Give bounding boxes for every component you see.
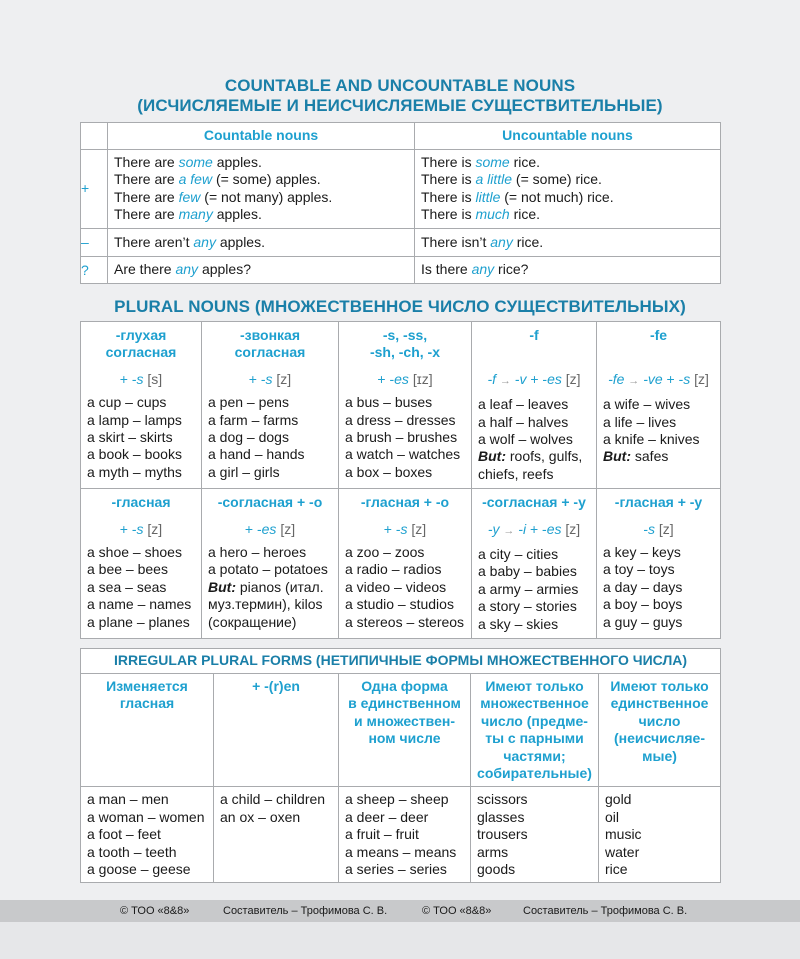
example: a studio – studios bbox=[345, 596, 454, 613]
example: arms bbox=[477, 843, 509, 860]
example: a radio – radios bbox=[345, 561, 442, 578]
example: a baby – babies bbox=[478, 563, 577, 580]
irregular-head-vowel: Изменяется гласная bbox=[81, 674, 214, 787]
plural-cell-vowel-o bbox=[339, 489, 472, 639]
sentence: There is a little (= some) rice. bbox=[421, 171, 602, 188]
irregular-head-same: Одна форма в единственном и множествен- ном числе bbox=[339, 674, 471, 787]
rule-head: -согласная + -y bbox=[482, 494, 586, 511]
example: a farm – farms bbox=[208, 411, 299, 428]
rule-formula: -fe → -ve + -s [z] bbox=[608, 370, 709, 387]
example: a video – videos bbox=[345, 578, 447, 595]
example: goods bbox=[477, 861, 516, 878]
irregular-examples-vowel bbox=[81, 787, 214, 883]
sentence: There is some rice. bbox=[421, 154, 541, 170]
countable-header: Countable nouns bbox=[108, 123, 415, 150]
negative-sign: – bbox=[81, 229, 108, 257]
example: a day – days bbox=[603, 578, 683, 595]
rule-head: -f bbox=[529, 327, 539, 343]
example: a zoo – zoos bbox=[345, 544, 425, 561]
example: a dress – dresses bbox=[345, 411, 456, 428]
arrow-right-icon: → bbox=[628, 374, 640, 387]
example: water bbox=[605, 843, 640, 860]
plural-title: PLURAL NOUNS (МНОЖЕСТВЕННОЕ ЧИСЛО СУЩЕСТВИТЕЛЬНЫХ) bbox=[114, 297, 686, 316]
example: a book – books bbox=[87, 446, 182, 463]
arrow-right-icon: → bbox=[503, 524, 515, 537]
plural-cell-sibilant bbox=[339, 322, 472, 489]
example: a name – names bbox=[87, 596, 192, 613]
example: trousers bbox=[477, 826, 528, 843]
example: a means – means bbox=[345, 843, 457, 860]
exception: муз.термин), kilos bbox=[208, 596, 323, 613]
irregular-head-plural-only: Имеют только множественное число (предме- ты с парными частями; собирательные) bbox=[471, 674, 599, 787]
rule-head: -гласная + -o bbox=[360, 494, 450, 511]
example: a plane – planes bbox=[87, 613, 190, 630]
footer-author: Составитель – Трофимова С. В. bbox=[523, 905, 688, 917]
example: a half – halves bbox=[478, 413, 569, 430]
footer-author: Составитель – Трофимова С. В. bbox=[223, 905, 388, 917]
rule-head: -гласная + -y bbox=[614, 494, 703, 511]
example: a knife – knives bbox=[603, 431, 700, 448]
example: a stereos – stereos bbox=[345, 613, 465, 630]
example: scissors bbox=[477, 791, 528, 808]
footer-copyright: © ТОО «8&8» bbox=[120, 905, 190, 917]
example: a goose – geese bbox=[87, 861, 191, 878]
example: a sheep – sheep bbox=[345, 791, 449, 808]
rule-formula: + -s [z] bbox=[383, 520, 427, 537]
sentence: There is much rice. bbox=[421, 206, 541, 223]
example: a series – series bbox=[345, 861, 447, 878]
plural-cell-fe bbox=[597, 322, 721, 489]
example: music bbox=[605, 826, 642, 843]
irregular-examples-singular-only bbox=[599, 787, 721, 883]
rule-head: -глухая согласная bbox=[105, 327, 177, 361]
rule-head: -гласная bbox=[111, 494, 171, 511]
footer-copyright: © ТОО «8&8» bbox=[422, 905, 492, 917]
example: a potato – potatoes bbox=[208, 561, 328, 578]
example: a woman – women bbox=[87, 808, 205, 825]
example: an ox – oxen bbox=[220, 808, 301, 825]
example: oil bbox=[605, 808, 620, 825]
example: a sky – skies bbox=[478, 615, 559, 632]
example: a army – armies bbox=[478, 580, 579, 597]
example: a tooth – teeth bbox=[87, 843, 177, 860]
example: a key – keys bbox=[603, 544, 681, 561]
countable-question: Are there any apples? bbox=[108, 257, 415, 284]
irregular-head-singular-only: Имеют только единственное число (неисчисляе- мые) bbox=[599, 674, 721, 787]
irregular-examples-same bbox=[339, 787, 471, 883]
question-sign: ? bbox=[81, 257, 108, 284]
example: a lamp – lamps bbox=[87, 411, 182, 428]
sentence: There are some apples. bbox=[114, 154, 262, 170]
exception: chiefs, reefs bbox=[478, 465, 554, 482]
title-line-2: (ИСЧИСЛЯЕМЫЕ И НЕИСЧИСЛЯЕМЫЕ СУЩЕСТВИТЕЛЬНЫЕ) bbox=[137, 96, 663, 115]
affirmative-sign: + bbox=[81, 150, 108, 229]
irregular-head-ren: + -(r)en bbox=[214, 674, 339, 787]
arrow-right-icon: → bbox=[499, 374, 511, 387]
rule-formula: -f → -v + -es [z] bbox=[487, 370, 581, 387]
rule-formula: + -es [z] bbox=[244, 520, 296, 537]
example: a box – boxes bbox=[345, 463, 433, 480]
example: a skirt – skirts bbox=[87, 429, 173, 446]
rule-formula: -y → -i + -es [z] bbox=[487, 520, 581, 537]
example: a life – lives bbox=[603, 413, 677, 430]
page-title bbox=[80, 76, 720, 116]
plural-cell-consonant-o bbox=[202, 489, 339, 639]
example: a watch – watches bbox=[345, 446, 461, 463]
plural-cell-voiced bbox=[202, 322, 339, 489]
example: a story – stories bbox=[478, 598, 577, 615]
example: a man – men bbox=[87, 791, 169, 808]
countable-negative: There aren’t any apples. bbox=[108, 229, 415, 257]
sentence: There are many apples. bbox=[114, 206, 262, 223]
rule-formula: + -s [s] bbox=[119, 370, 163, 387]
example: a child – children bbox=[220, 791, 326, 808]
example: a dog – dogs bbox=[208, 429, 289, 446]
rule-head: -звонкая согласная bbox=[234, 327, 306, 361]
example: a foot – feet bbox=[87, 826, 161, 843]
example: a wolf – wolves bbox=[478, 431, 573, 448]
example: a city – cities bbox=[478, 546, 559, 563]
footer-bar bbox=[0, 900, 800, 922]
example: glasses bbox=[477, 808, 525, 825]
uncountable-negative: There isn’t any rice. bbox=[415, 229, 721, 257]
countable-affirmative bbox=[108, 150, 415, 229]
plural-cell-voiceless bbox=[81, 322, 202, 489]
rule-formula: + -s [z] bbox=[248, 370, 292, 387]
plural-cell-vowel-y bbox=[597, 489, 721, 639]
example: gold bbox=[605, 791, 632, 808]
uncountable-affirmative bbox=[415, 150, 721, 229]
irregular-table bbox=[80, 648, 721, 883]
corner-cell bbox=[81, 123, 108, 150]
rule-head: -s, -ss, -sh, -ch, -x bbox=[369, 327, 440, 361]
example: a cup – cups bbox=[87, 394, 167, 411]
example: a guy – guys bbox=[603, 613, 683, 630]
example: a deer – deer bbox=[345, 808, 429, 825]
example: a myth – myths bbox=[87, 463, 182, 480]
exception: But: roofs, gulfs, bbox=[478, 448, 583, 465]
irregular-title: IRREGULAR PLURAL FORMS (НЕТИПИЧНЫЕ ФОРМЫ МНОЖЕСТВЕННОГО ЧИСЛА) bbox=[81, 649, 721, 674]
example: a boy – boys bbox=[603, 596, 683, 613]
sentence: There are a few (= some) apples. bbox=[114, 171, 321, 188]
countable-table bbox=[80, 122, 721, 284]
title-line-1: COUNTABLE AND UNCOUNTABLE NOUNS bbox=[224, 76, 576, 95]
example: a sea – seas bbox=[87, 578, 167, 595]
example: a hand – hands bbox=[208, 446, 305, 463]
irregular-examples-plural-only bbox=[471, 787, 599, 883]
plural-table bbox=[80, 321, 721, 639]
plural-cell-consonant-y bbox=[472, 489, 597, 639]
exception: But: safes bbox=[603, 448, 669, 465]
rule-formula: -s [z] bbox=[643, 520, 674, 537]
rule-head: -согласная + -o bbox=[217, 494, 323, 511]
rule-formula: + -s [z] bbox=[119, 520, 163, 537]
example: a fruit – fruit bbox=[345, 826, 419, 843]
example: a leaf – leaves bbox=[478, 396, 569, 413]
plural-cell-vowel bbox=[81, 489, 202, 639]
example: a girl – girls bbox=[208, 463, 280, 480]
example: a shoe – shoes bbox=[87, 544, 182, 561]
rule-formula: + -es [ɪz] bbox=[377, 370, 433, 387]
example: a brush – brushes bbox=[345, 429, 458, 446]
example: a pen – pens bbox=[208, 394, 289, 411]
irregular-examples-ren bbox=[214, 787, 339, 883]
example: a bee – bees bbox=[87, 561, 168, 578]
uncountable-header: Uncountable nouns bbox=[415, 123, 721, 150]
example: a toy – toys bbox=[603, 561, 675, 578]
rule-head: -fe bbox=[649, 327, 668, 343]
sentence: There is little (= not much) rice. bbox=[421, 188, 614, 205]
example: rice bbox=[605, 861, 628, 878]
exception: But: pianos (итал. bbox=[208, 578, 324, 595]
example: a wife – wives bbox=[603, 396, 691, 413]
plural-cell-f bbox=[472, 322, 597, 489]
example: a hero – heroes bbox=[208, 544, 307, 561]
uncountable-question: Is there any rice? bbox=[415, 257, 721, 284]
example: a bus – buses bbox=[345, 394, 433, 411]
exception: (сокращение) bbox=[208, 613, 297, 630]
sentence: There are few (= not many) apples. bbox=[114, 188, 333, 205]
